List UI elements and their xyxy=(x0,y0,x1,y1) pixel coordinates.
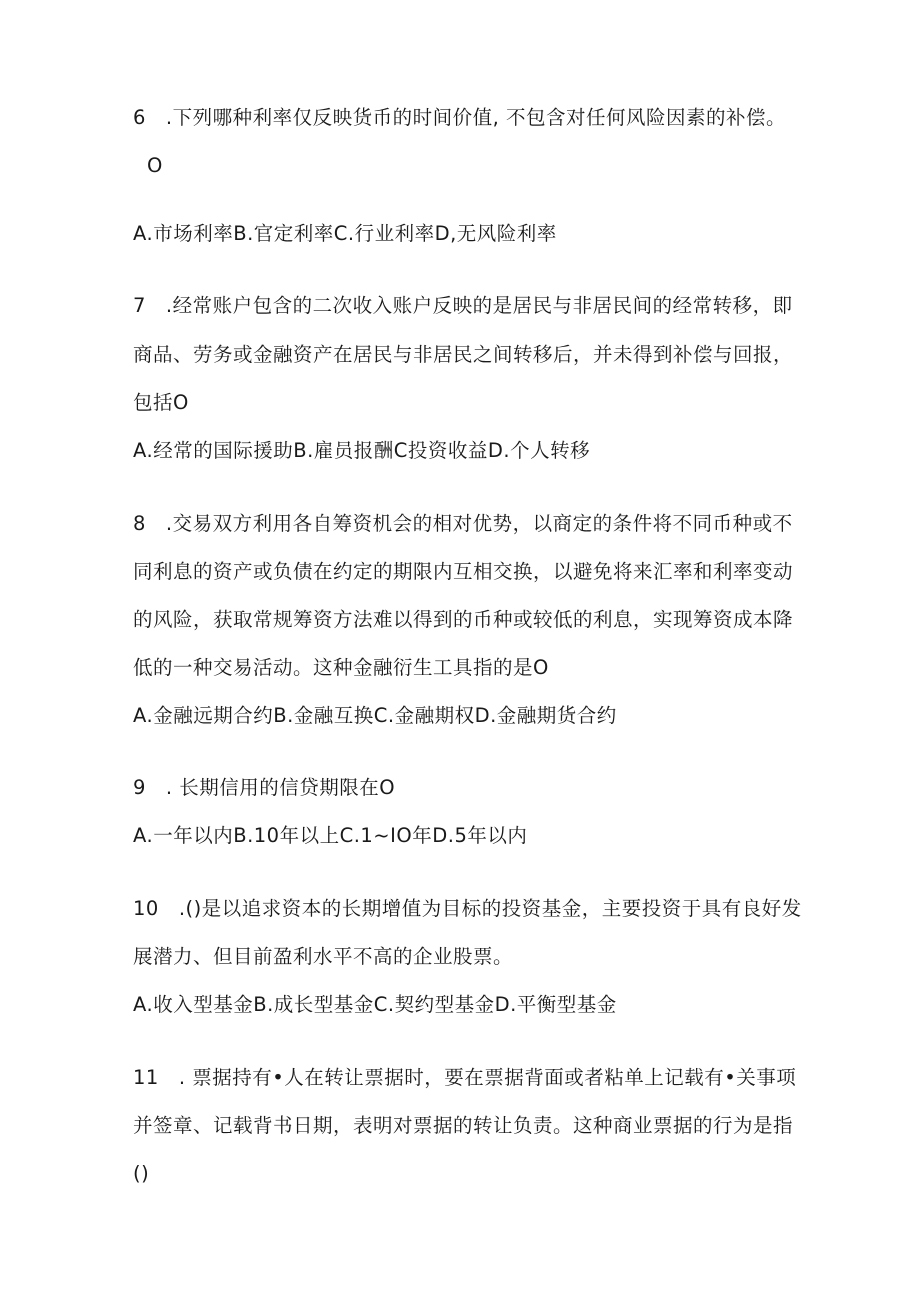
question-9-options: A.一年以内B.10年以上C.1~IO年D.5年以内 xyxy=(133,824,528,847)
question-6-text-line-1: 6 .下列哪种利率仅反映货币的时间价值, 不包含对任何风险因素的补偿。 xyxy=(133,106,787,129)
question-7-text-line-2: 商品、劳务或金融资产在居民与非居民之间转移后，并未得到补偿与回报， xyxy=(133,343,794,366)
question-10-text-line-1: 10 .()是以追求资本的长期增值为目标的投资基金，主要投资于具有良好发 xyxy=(133,897,802,920)
question-11-text-line-3: () xyxy=(133,1162,150,1185)
question-8-text-line-2: 同利息的资产或负债在约定的期限内互相交换，以避免将来汇率和利率变动 xyxy=(133,560,794,583)
question-6-options: A.市场利率B.官定利率C.行业利率D,无风险利率 xyxy=(133,222,557,245)
question-9-text-line-1: 9 . 长期信用的信贷期限在O xyxy=(133,776,396,799)
question-8-text-line-1: 8 .交易双方利用各自筹资机会的相对优势，以商定的条件将不同币种或不 xyxy=(133,512,793,535)
question-7-options: A.经常的国际援助B.雇员报酬C投资收益D.个人转移 xyxy=(133,439,591,462)
question-8-options: A.金融远期合约B.金融互换C.金融期权D.金融期货合约 xyxy=(133,704,617,727)
question-11-text-line-1: 11 . 票据持有•人在转让票据时，要在票据背面或者粘单上记载有•关事项 xyxy=(133,1066,797,1089)
question-7-text-line-1: 7 .经常账户包含的二次收入账户反映的是居民与非居民间的经常转移，即 xyxy=(133,294,793,317)
question-11-text-line-2: 并签章、记载背书日期，表明对票据的转让负责。这种商业票据的行为是指 xyxy=(133,1114,794,1137)
question-6-text-line-2: O xyxy=(147,154,163,177)
question-10-options: A.收入型基金B.成长型基金C.契约型基金D.平衡型基金 xyxy=(133,993,617,1016)
question-7-text-line-3: 包括O xyxy=(133,391,189,414)
question-8-text-line-4: 低的一种交易活动。这种金融衍生工具指的是O xyxy=(133,656,549,679)
question-8-text-line-3: 的风险，获取常规筹资方法难以得到的币种或较低的利息，实现筹资成本降 xyxy=(133,608,794,631)
question-10-text-line-2: 展潜力、但目前盈利水平不高的企业股票。 xyxy=(133,945,514,968)
